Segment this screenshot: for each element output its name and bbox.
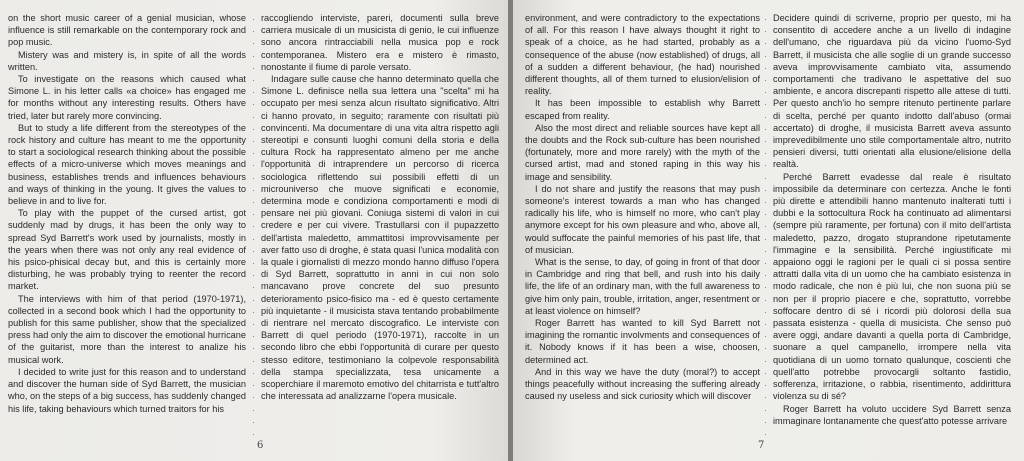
paragraph: To play with the puppet of the cursed artist, got suddenly mad by drugs, it has been the only way to spread Syd Barrett's work used by journalists, mostly in the years when there was not only any real evidence of his psico-phisical decay but, and this is certainly more disturbing, he was probably trying to reenter the record market. <box>8 208 246 292</box>
right-page <box>513 0 1024 461</box>
page-number: 6 <box>257 440 264 451</box>
paragraph: I do not share and justify the reasons that may push someone's interest towards a man who has changed radically his life, who is himself no more, who can't play anymore except for his own pleasure and who, above all, would suffocate the painful memories of his past life, that of musician. <box>525 183 760 255</box>
paragraph: raccogliendo interviste, pareri, documenti sulla breve carriera musicale di un musicista di genio, le cui influenze sono ancora rintracciabili nella musica pop e rock contemporanea. Mistero era e mistero è rimasto, nonostante il fiume di parole versato. <box>261 13 499 72</box>
right-italian-column <box>773 12 1011 452</box>
paragraph: To investigate on the reasons which caused what Simone L. in his letter calls «a choice» has engaged me for months without any interesting results. Others have tried, later but rarely more convincing. <box>8 74 246 121</box>
paragraph: Also the most direct and reliable sources have kept all the doubts and the Rock sub-culture has been nourished (fortunately, more and more rarely) with the myth of the cursed artist, mad and stoned raping in this way his image and sensibility. <box>525 122 760 182</box>
column-divider-dots: · · · · · · · · · · · · · · · · · · · · · · · · · · · · · · · · · · · <box>764 15 767 439</box>
paragraph: Perché Barrett evadesse dal reale è risultato impossibile da determinare con certezza. Anche le fonti più dirette e attendibili hanno mantenuto inalterati tutti i dubbi e la sottocultura Rock ha continuato ad alimentarsi (sempre più raramente, per fortuna) con il mito dell'artista maledetto, pazzo, drogato stuprandone ripetutamente l'immagine e la sensibilità. Perché ingiustificate mi appaiono oggi le ragioni per le quali ci si possa sentire attratti dalla vita di un uomo che ha cambiato esistenza in modo radicale, che non è più lui, che non suona più se non per il proprio piacere e che, soprattutto, vorrebbe soffocare dentro di sé i ricordi più dolorosi della sua passata esistenza - quella di musicista. Che senso può avere oggi, andare davanti a quella porta di Cambridge, suonare a quel campanello, irrompere nella vita quotidiana di un uomo tornato qualunque, coscienti che quell'atto potrebbe provocargli soltanto fastidio, sofferenza, irritazione, o rabbia, risentimento, addirittura violenza su di sé? <box>773 171 1011 402</box>
paragraph: What is the sense, to day, of going in front of that door in Cambridge and ring that bell, and rush into his daily life, the life of an ordinary man, with the full awareness to give him only pain, trouble, irritation, anger, resentment or at least violence on himself? <box>525 257 760 316</box>
paragraph: on the short music career of a genial musician, whose influence is still remarkable on the contemporary rock and pop music. <box>8 13 246 48</box>
paragraph: I decided to write just for this reason and to understand and discover the human side of Syd Barrett, the musician who, on the steps of a big success, has suddenly changed his life, taking behaviours which turned traitors for his <box>8 366 246 414</box>
left-english-column <box>8 12 246 452</box>
paragraph: It has been impossible to establish why Barrett escaped from reality. <box>525 98 760 121</box>
right-english-column <box>525 12 760 452</box>
paragraph: Roger Barrett has wanted to kill Syd Barrett not imagining the romantic involvments and consequences of it. Nobody knows if it has been a wise, choosen, determined act. <box>525 318 760 365</box>
left-page <box>0 0 508 461</box>
paragraph: The interviews with him of that period (1970-1971), collected in a second book which I had the opportunity to publish for this same publisher, show that the specialized press had only the aim to discover the emotional hurricane of the guitarist, more than the interest to analize his musical work. <box>8 293 246 365</box>
page-number: 7 <box>758 440 765 451</box>
paragraph: environment, and were contradictory to the expectations of all. For this reason I have always thought it right to speak of a choice, as he had started, probably as a consequence of the abuse (now established) of drugs, all of a sudden a different behaviour, (he had) nourished different thoughts, all of them turned to elusion/elision of reality. <box>525 13 760 97</box>
paragraph: Mistery was and mistery is, in spite of all the words written. <box>8 49 246 72</box>
left-italian-column <box>261 12 499 452</box>
column-divider-dots: · · · · · · · · · · · · · · · · · · · · · · · · · · · · · · · · · · · <box>252 15 255 439</box>
paragraph: Indagare sulle cause che hanno determinato quella che Simone L. definisce nella sua lettera una "scelta" mi ha occupato per mesi senza alcun risultato significativo. Altri ci hanno provato, in seguito; raramente con risultati più convincenti. Ma documentare di una vita altra rispetto agli stereotipi e consunti luoghi comuni della storia e della cultura Rock ha rappresentato almeno per me anche l'opportunità di intraprendere un percorso di ricerca sociologica riflettendo sui possibili effetti di un microuniverso che muove significati e economie, determina mode e condiziona comportamenti e modi di pensare nei più giovani. Coniuga sistemi di valori in cui credere e per cui vivere. Trastullarsi con il pupazzetto dell'artista maledetto, ammattitosi improvvisamente per aver fatto uso di droghe, è stata quasi l'unica modalità con la quale i giornalisti di mezzo mondo hanno diffuso l'opera di Syd Barrett, soprattutto in anni in cui non solo mancavano prove concrete del suo presunto deterioramento psico-fisico ma - ed è questo certamente più inquietante - il musicista stava tentando probabilmente di rientrare nel mercato discografico. Le interviste con Barrett di quel periodo (1970-1971), raccolte in un secondo libro che ebbi l'opportunità di curare per questo stesso editore, testimoniano la colpevole responsabilità della stampa specializzata, tesa unicamente a scoperchiare il maremoto emotivo del chitarrista e tutt'altro che interessata ad analizzarne l'opera musicale. <box>261 74 499 402</box>
paragraph: Roger Barrett ha voluto uccidere Syd Barrett senza immaginare lontanamente che quest'atto potesse arrivare <box>773 403 1011 426</box>
paragraph: But to study a life different from the stereotypes of the rock history and culture has meant to me the opportunity to start a sociological research thinking about the possible effects of a micro-universe which moves meanings and business, establishes trends and influences behaviours and ways of thinking in the young. It gives the values to believe in and to live for. <box>8 122 246 207</box>
paragraph: And in this way we have the duty (moral?) to accept things peacefully without increasing the suffering already caused ny useless and sick curiosity which will discover <box>525 366 760 402</box>
paragraph: Decidere quindi di scriverne, proprio per questo, mi ha consentito di accedere anche a un livello di indagine dell'umano, che riguardava più da vicino l'uomo-Syd Barrett, il musicista che alle soglie di un grande successo aveva improvvisamente cambiato vita, assumendo comportamenti che tradivano le aspettative del suo ambiente, e ancora discrepanti rispetto alle attese di tutti. Per questo anch'io ho sempre ritenuto pertinente parlare di scelta, perché per quanto indotto dall'abuso (ormai accertato) di droghe, il musicista Barrett aveva assunto imprevedibilmente uno stile comportamentale altro, nutrito pensieri diversi, tutti orientati alla elusione/elisione della realtà. <box>773 13 1011 170</box>
